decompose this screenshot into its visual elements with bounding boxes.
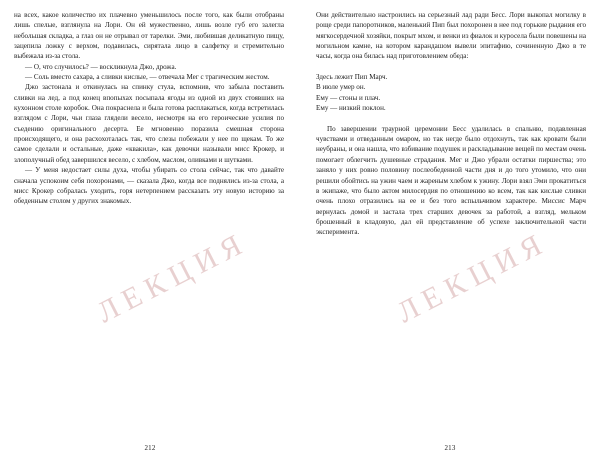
watermark-right: ЛЕКЦИЯ bbox=[392, 225, 554, 330]
verse-line: Ему — низкий поклон. bbox=[316, 104, 386, 113]
page-number-right: 213 bbox=[444, 444, 456, 452]
paragraph: на всех, какое количество их плачевно уменьшилось после того, как были отобраны лишь спелые, взглянула на Лори. Он ей мужественно, лишь возле губ его залегла небольшая складка, а глаз он не отрывал от тарелки. Эми, любившая деликатную пищу, зацепила ложку с верхом, подавилась, сирятала лицо в салфетку и стремительно выбежала из-за стола. bbox=[14, 11, 284, 61]
paragraph: По завершении траурной церемонии Бесс удалилась в спальню, подавленная чувствами и отведанным омаром, но так негде было отдохнуть, так как кровати были неубраны, и она нашла, что взбивание подушек и раскладывание вещей по местам очень помогает облегчить душевные страдания. Мег и Джо убрали остатки пиршества; это заняло у них ровно половину послеобеденной части дня и до того утомило, что они решили обойтись на ужин чаем и жареным хлебом к ужину. Лори взял Эми прокатиться в экипаже, что было актом милосердия по отношению ко всем, так как кислые сливки очень плохо отразились на ее и без того вспыльчивом характере. Миссис Марч вернулась домой и застала трех старших девочек за работой, а взгляд, мельком брошенный в кладовую, дал ей представление об успехе заключительной части эксперимента. bbox=[316, 124, 586, 237]
page-right bbox=[300, 0, 600, 465]
verse-line: В июле умер он. bbox=[316, 83, 366, 92]
paragraph: Джо застонала и откинулась на спинку стула, вспомнив, что забыла поставить сливки на лед, а под конец впопыхах посыпала ягоды из одной из двух стоявших на кухонном столе коробок. Она покраснела и была готова расплакаться, когда встретилась взглядом с Лори, чьи глаза глядели весело, несмотря на его героические усилия по съедению оригинального десерта. Ее мгновенно поразила смешная сторона происходящего, и она расхохоталась так, что слезы побежали у нее по щекам. То же самое сделали и остальные, даже «квакила», как девочки называли мисс Крокер, и злополучный обед завершился весело, с хлебом, маслом, оливками и шутками. bbox=[14, 83, 284, 164]
page-right-text-column bbox=[316, 10, 586, 238]
paragraph: — О, что случилось? — воскликнула Джо, дрожа. bbox=[25, 62, 177, 71]
verse-line: Здесь лежит Пип Марч. bbox=[316, 73, 388, 82]
page-number-left: 212 bbox=[144, 444, 156, 452]
paragraph: Они действительно настроились на серьезный лад ради Бесс. Лори выкопал могилку в роще среди папоротников, маленький Пип был похоронен в нее под горькие рыдания его мягкосердечной хозяйки, покрыт мхом, и венки из фиалок и куросела были повешены на могильном камне, на котором карандашом вывели эпитафию, сочиненную Джо в те часы, когда она билась над приготовлением обеда: bbox=[316, 11, 586, 61]
watermark-left: ЛЕКЦИЯ bbox=[92, 225, 254, 330]
verse-line: Ему — стоны и плач. bbox=[316, 93, 381, 102]
epitaph-verse bbox=[316, 72, 586, 113]
paragraph: — Соль вместо сахара, а сливки кислые, — отвечала Мег с трагическим жестом. bbox=[25, 73, 270, 82]
page-left-text-column bbox=[14, 10, 284, 207]
paragraph: — У меня недостает силы духа, чтобы убирать со стола сейчас, так что давайте сначала успокоим себя похоронами, — сказала Джо, когда все поднялись из-за стола, а мисс Крокер собралась уходить, горя нетерпением рассказать эту новую историю за обеденным столом у других знакомых. bbox=[14, 166, 284, 206]
